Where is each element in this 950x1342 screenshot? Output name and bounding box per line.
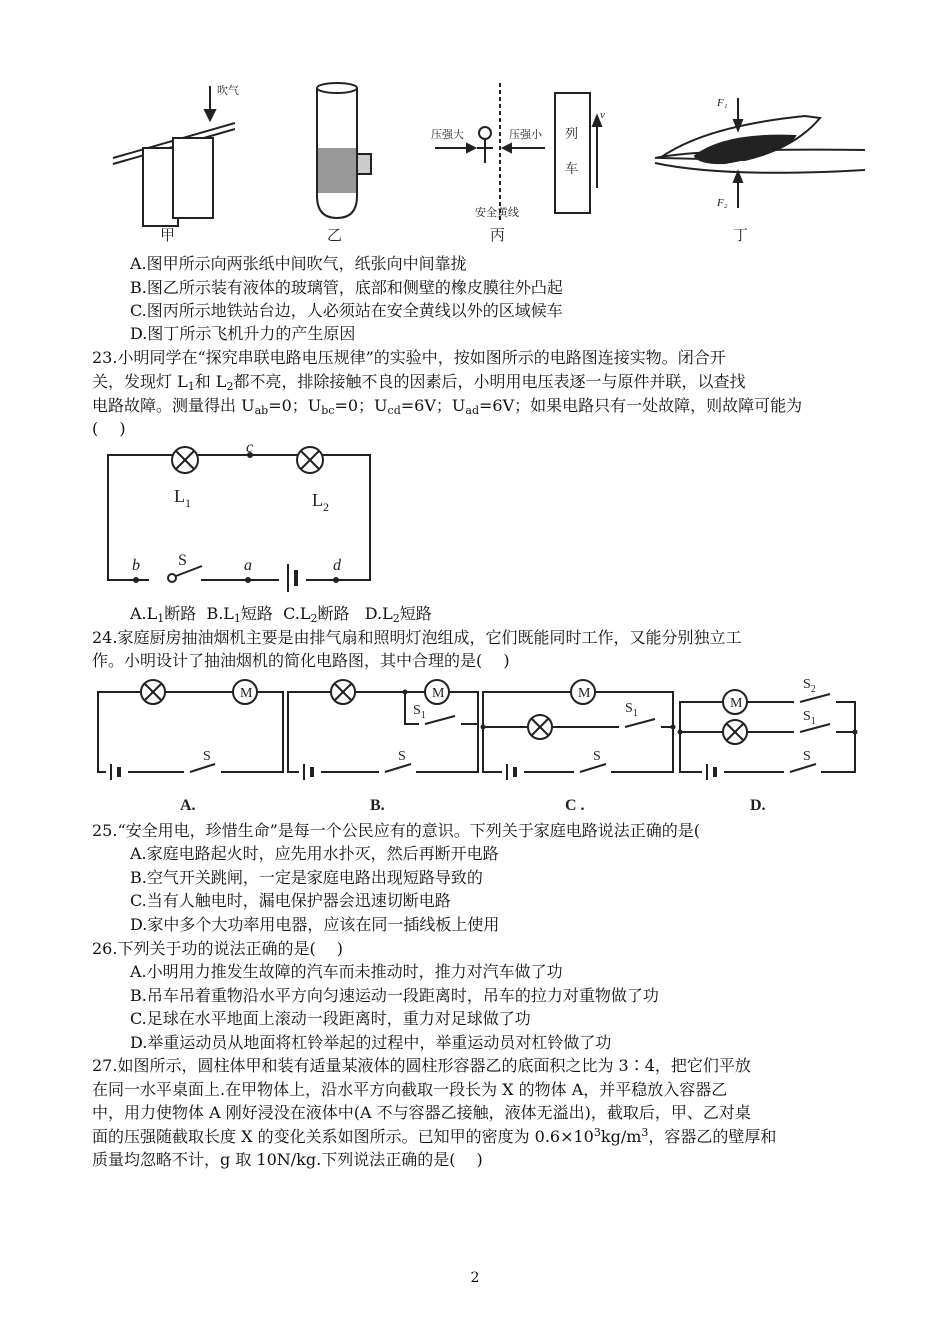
fig24-m-a: M [240, 686, 253, 701]
q27-stem-line4: 面的压强随截取长度 X 的变化关系如图所示。已知甲的密度为 $0.6\times 10^3kg/m^3$，容器乙的壁厚和 [92, 1126, 777, 1146]
fig24-label-d: D. [750, 797, 766, 814]
q26-stem: 26.下列关于功的说法正确的是( ) [92, 939, 344, 958]
figure-q23-circuit [100, 440, 380, 600]
q26-option-b: B.吊车吊着重物沿水平方向匀速运动一段距离时，吊车的拉力对重物做了功 [130, 986, 659, 1005]
fig23-c: c [246, 440, 254, 456]
fig24-s2-d: $S_2$ [803, 677, 816, 695]
fig-chuiqi: 吹气 [217, 85, 239, 97]
q23-stem-line1: 23.小明同学在“探究串联电路电压规律”的实验中，按如图所示的电路图连接实物。闭合开 [92, 348, 726, 367]
fig24-label-a: A. [180, 797, 196, 814]
fig-anquan: 安全黄线 [475, 207, 519, 219]
fig24-s1-c: $S_1$ [625, 701, 638, 719]
q22-option-d: D.图丁所示飞机升力的产生原因 [130, 324, 356, 343]
q23-answer-paren: ( ) [92, 419, 126, 438]
q25-option-a: A.家庭电路起火时，应先用水扑灭，然后再断开电路 [130, 844, 499, 863]
fig23-l2: $L_2$ [312, 490, 329, 514]
q27-stem-line5: 质量均忽略不计，g 取 10N/kg.下列说法正确的是( ) [92, 1150, 483, 1169]
fig-lieche-1: 列 [565, 126, 579, 141]
fig-jia [113, 86, 235, 226]
fig-ding-label: 丁 [733, 228, 749, 244]
fig-v: v [600, 109, 605, 121]
fig24-s-b: S [398, 749, 406, 764]
fig-yi [317, 83, 371, 218]
q24-stem-line2: 作。小明设计了抽油烟机的简化电路图，其中合理的是( ) [92, 651, 510, 670]
fig23-s: S [178, 552, 187, 569]
fig-f1: F₁ [717, 97, 728, 109]
fig24-label-c: C . [565, 797, 585, 814]
fig-bing-label: 丙 [490, 228, 506, 244]
fig-yi-label: 乙 [327, 228, 343, 244]
fig24-s-d: S [803, 749, 811, 764]
q27-stem-line1: 27.如图所示，圆柱体甲和装有适量某液体的圆柱形容器乙的底面积之比为 3∶4，把它们平放 [92, 1056, 751, 1075]
fig-bing [435, 83, 601, 223]
fig-lieche-2: 车 [565, 161, 579, 176]
fig-yaqiang-xiao: 压强小 [509, 129, 542, 141]
fig24-s1-b: $S_1$ [413, 703, 426, 721]
fig24-m-b: M [432, 686, 445, 701]
fig23-l1: $L_1$ [174, 486, 191, 510]
q25-option-d: D.家中多个大功率用电器，应该在同一插线板上使用 [130, 915, 500, 934]
fig24-s-c: S [593, 749, 601, 764]
fig-f2: F₂ [717, 197, 728, 209]
q27-stem-line3: 中，用力使物体 A 刚好浸没在液体中(A 不与容器乙接触，液体无溢出)，截取后，甲、乙对桌 [92, 1103, 751, 1122]
q25-stem: 25.“安全用电，珍惜生命”是每一个公民应有的意识。下列关于家庭电路说法正确的是( [92, 821, 701, 840]
figure-q22 [105, 78, 875, 248]
q24-stem-line1: 24.家庭厨房抽油烟机主要是由排气扇和照明灯泡组成，它们既能同时工作，又能分别独立工 [92, 628, 742, 647]
q25-option-c: C.当有人触电时，漏电保护器会迅速切断电路 [130, 891, 451, 910]
q26-option-d: D.举重运动员从地面将杠铃举起的过程中，举重运动员对杠铃做了功 [130, 1033, 612, 1052]
q25-option-b: B.空气开关跳闸，一定是家庭电路出现短路导致的 [130, 868, 483, 887]
fig-ding [655, 98, 865, 208]
q26-option-c: C.足球在水平地面上滚动一段距离时，重力对足球做了功 [130, 1009, 531, 1028]
q27-stem-line2: 在同一水平桌面上.在甲物体上，沿水平方向截取一段长为 X 的物体 A，并平稳放入容器乙 [92, 1080, 728, 1099]
q23-options: $A.L_1$断路 $B.L_1$短路 $C.L_2$断路 $D.L_2$短路 [130, 604, 432, 625]
q23-stem-line2: 关，发现灯 $L_1$和 $L_2$都不亮，排除接触不良的因素后，小明用电压表逐一与原件并联，以查找 [92, 372, 746, 393]
fig24-s1-d: $S_1$ [803, 709, 816, 727]
figure-q24-circuits [95, 672, 870, 822]
q22-option-c: C.图丙所示地铁站台边，人必须站在安全黄线以外的区域候车 [130, 301, 563, 320]
fig23-d: d [333, 557, 341, 574]
q22-option-b: B.图乙所示装有液体的玻璃管，底部和侧壁的橡皮膜往外凸起 [130, 278, 563, 297]
fig24-m-d: M [730, 696, 743, 711]
fig24-label-b: B. [370, 797, 385, 814]
q23-stem-line3: 电路故障。测量得出 $U_{ab}=0$；$U_{bc}=0$；$U_{cd}=6V$；$U_{ad}=6V$；如果电路只有一处故障，则故障可能为 [92, 396, 803, 417]
fig24-m-c: M [578, 686, 591, 701]
q22-option-a: A.图甲所示向两张纸中间吹气，纸张向中间靠拢 [130, 254, 467, 273]
page-number: 2 [470, 1270, 480, 1286]
q26-option-a: A.小明用力推发生故障的汽车而未推动时，推力对汽车做了功 [130, 962, 563, 981]
fig23-a: a [244, 557, 252, 574]
fig-yaqiang-da: 压强大 [431, 129, 464, 141]
fig24-s-a: S [203, 749, 211, 764]
fig-jia-label: 甲 [160, 228, 176, 244]
fig23-b: b [132, 557, 140, 574]
